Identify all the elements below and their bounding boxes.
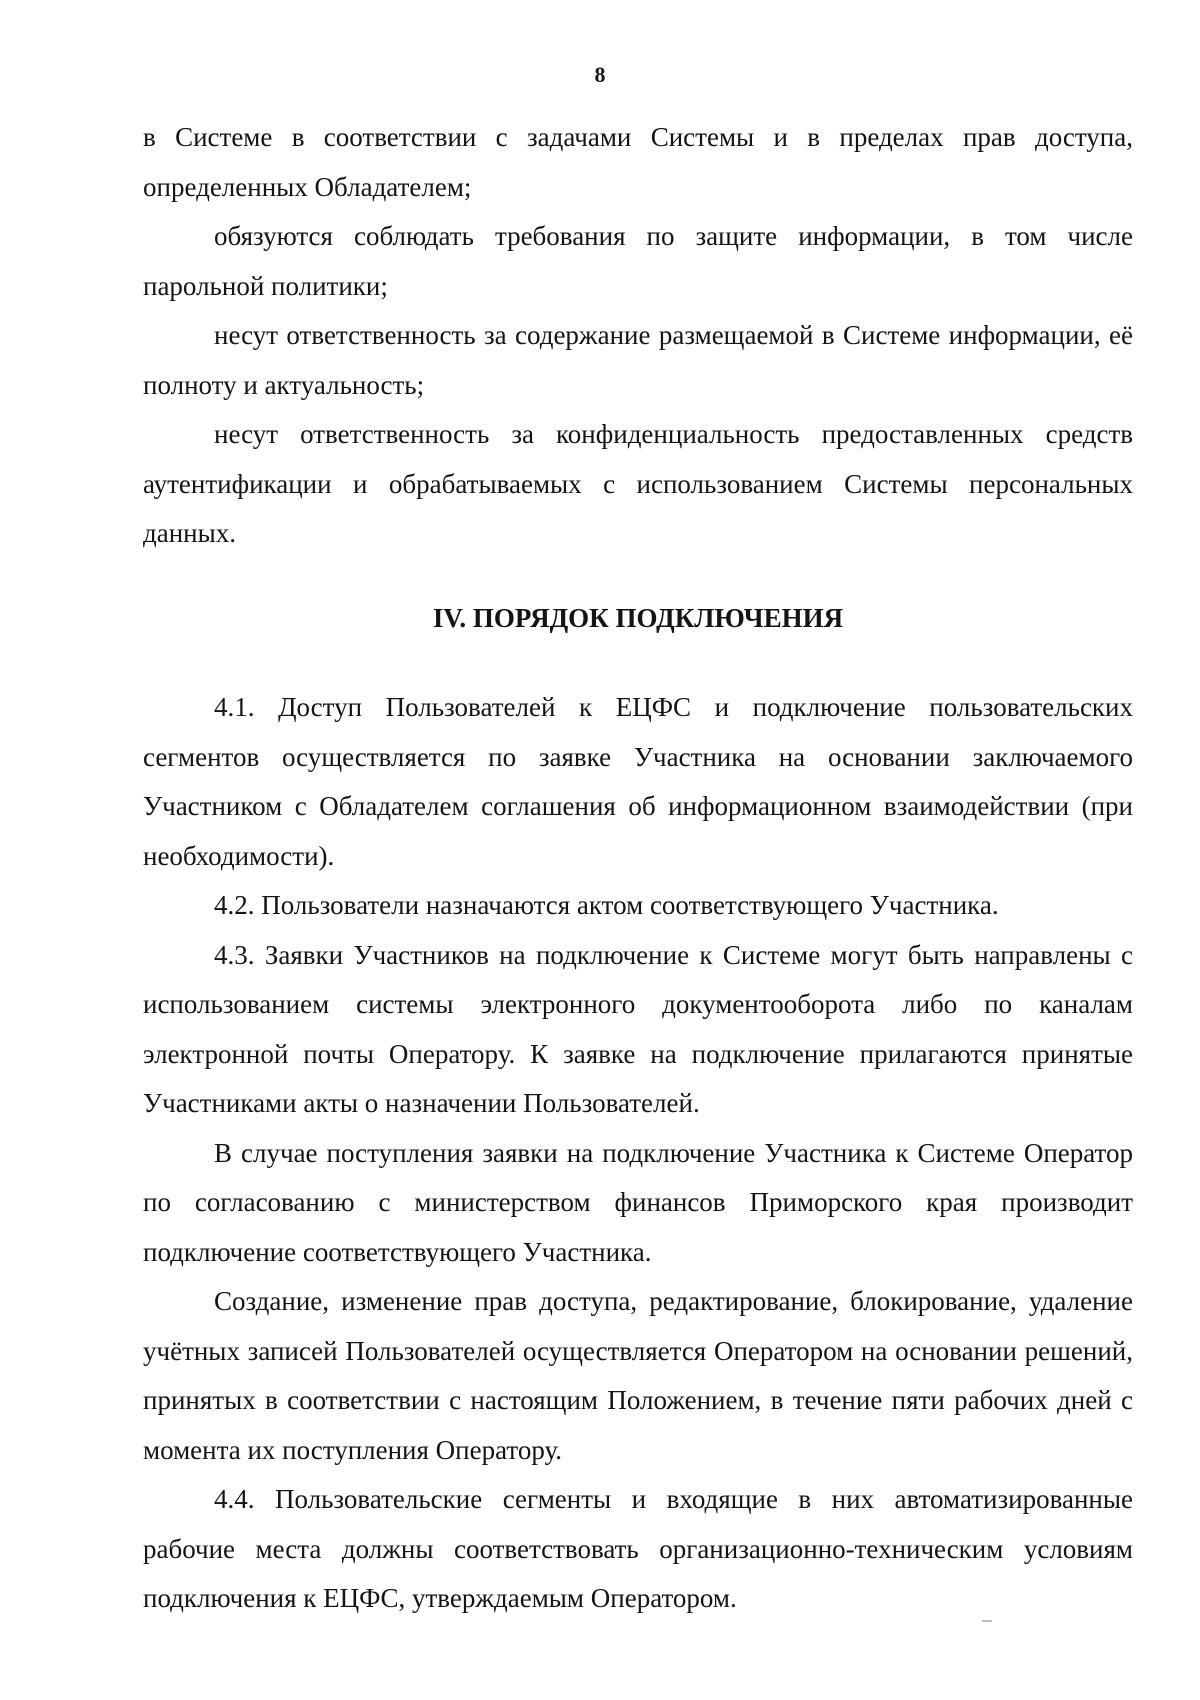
paragraph-responsibility-confidentiality: несут ответственность за конфиденциальность предоставленных средств аутентификации и обрабатываемых с использованием Системы персональных данных. — [143, 419, 1133, 548]
section-heading: IV. ПОРЯДОК ПОДКЛЮЧЕНИЯ — [432, 602, 844, 633]
scan-speck — [982, 1620, 992, 1622]
spacer — [143, 643, 1133, 683]
paragraph-4-2: 4.2. Пользователи назначаются актом соответствующего Участника. — [214, 890, 999, 920]
paragraph-responsibility-content: несут ответственность за содержание размещаемой в Системе информации, её полноту и актуальность; — [143, 320, 1133, 400]
paragraph-4-1: 4.1. Доступ Пользователей к ЕЦФС и подключение пользовательских сегментов осуществляется по заявке Участника на основании заключаемого Участником с Обладателем соглашения об информационном взаимодействии (при необходимости). — [143, 692, 1133, 871]
page-number: 8 — [594, 62, 606, 87]
document-body — [143, 113, 1133, 1624]
paragraph-account-management: Создание, изменение прав доступа, редактирование, блокирование, удаление учётных записей Пользователей осуществляется Оператором на основании решений, принятых в соответствии с настоящим Положением, в течение пяти рабочих дней с момента их поступления Оператору. — [143, 1286, 1133, 1465]
paragraph-request-processing: В случае поступления заявки на подключение Участника к Системе Оператор по согласованию с министерством финансов Приморского края производит подключение соответствующего Участника. — [143, 1137, 1133, 1267]
spacer — [143, 559, 1133, 594]
paragraph-4-4: 4.4. Пользовательские сегменты и входящие в них автоматизированные рабочие места должны соответствовать организационно-техническим условиям подключения к ЕЦФС, утверждаемым Оператором. — [143, 1484, 1133, 1613]
paragraph-4-3: 4.3. Заявки Участников на подключение к Системе могут быть направлены с использованием системы электронного документооборота либо по каналам электронной почты Оператору. К заявке на подключение прилагаются принятые Участниками акты о назначении Пользователей. — [143, 939, 1133, 1118]
paragraph-continuation: в Системе в соответствии с задачами Системы и в пределах прав доступа, определенных Обладателем; — [143, 122, 1133, 202]
paragraph-obligation-security: обязуются соблюдать требования по защите информации, в том числе парольной политики; — [143, 221, 1133, 301]
